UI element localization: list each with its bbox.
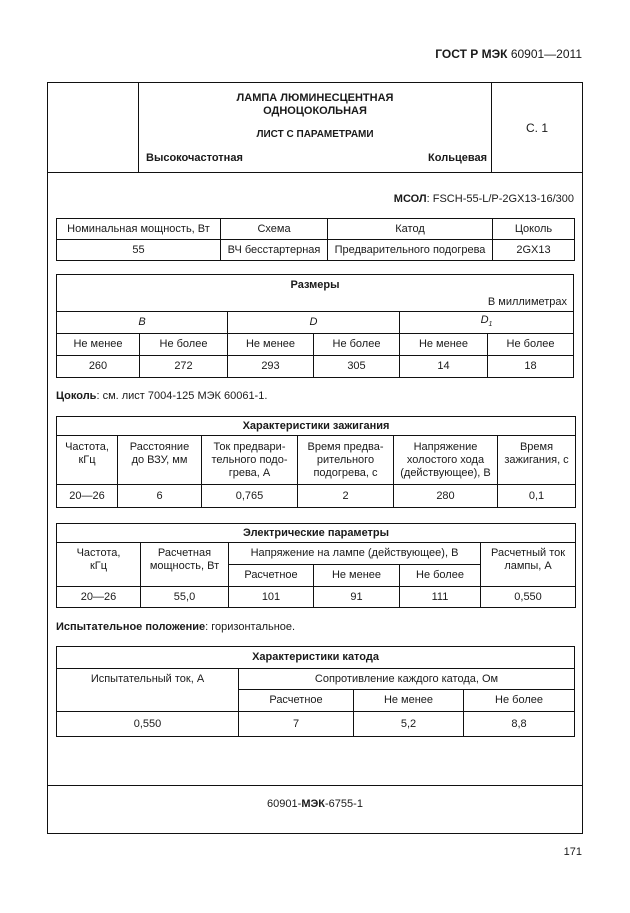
header-text: Ток предвари- (213, 441, 286, 453)
header-text: Напряжение (413, 441, 478, 453)
dimensions-units: В миллиметрах (487, 296, 568, 308)
value-preheat-current: 0,765 (202, 485, 298, 508)
header-nominal-power: Номинальная мощность, Вт (57, 219, 221, 240)
group-b: B (57, 312, 228, 334)
value-rated-power: 55,0 (141, 587, 229, 608)
header-open-circuit-voltage (394, 436, 498, 485)
dimensions-title: Размеры (290, 279, 340, 291)
d1-max-value: 18 (488, 356, 574, 378)
value-frequency: 20—26 (57, 587, 141, 608)
group-d1: $D_1$ (400, 312, 574, 334)
page-reference: С. 1 (525, 121, 548, 135)
sheet-title (139, 92, 491, 118)
dimensions-table (56, 274, 574, 378)
standard-number: 60901—2011 (510, 47, 582, 61)
cap-note-label: Цоколь (56, 390, 97, 402)
d-min-header: Не менее (228, 334, 314, 356)
d-min-value: 293 (228, 356, 314, 378)
footer-divider (47, 785, 583, 786)
value-lamp-current: 0,550 (481, 587, 576, 608)
value-resistance-max: 8,8 (464, 712, 575, 737)
table-row (57, 356, 574, 378)
d-max-value: 305 (314, 356, 400, 378)
header-text: кГц (89, 560, 108, 572)
resistance-min-header: Не менее (354, 690, 464, 712)
header-distance (118, 436, 202, 485)
standard-prefix: ГОСТ Р МЭК (435, 47, 508, 61)
header-text: зажигания, с (504, 454, 569, 466)
msol-label: МСОЛ (393, 193, 427, 205)
electrical-title-row (57, 524, 576, 543)
header-resistance: Сопротивление каждого катода, Ом (239, 669, 575, 690)
value-distance: 6 (118, 485, 202, 508)
b-min-value: 260 (57, 356, 140, 378)
value-test-current: 0,550 (57, 712, 239, 737)
value-voltage-rated: 101 (229, 587, 314, 608)
sheet-title-line1: ЛАМПА ЛЮМИНЕСЦЕНТНАЯ (236, 92, 394, 104)
standard-designation (435, 47, 582, 61)
voltage-max-header: Не более (400, 565, 481, 587)
group-d: D (228, 312, 400, 334)
header-text: лампы, А (504, 560, 552, 572)
d1-min-header: Не менее (400, 334, 488, 356)
table-row (57, 485, 576, 508)
electrical-title: Электрические параметры (57, 524, 576, 543)
header-text: Время (519, 441, 554, 453)
header-text: Расстояние (129, 441, 190, 453)
voltage-rated-header: Расчетное (229, 565, 314, 587)
cap-note (56, 390, 267, 402)
general-table (56, 218, 575, 261)
value-voltage-max: 111 (400, 587, 481, 608)
ignition-table (56, 416, 576, 508)
b-max-value: 272 (140, 356, 228, 378)
value-ignition-time: 0,1 (498, 485, 576, 508)
ignition-title: Характеристики зажигания (57, 417, 576, 436)
table-row (57, 587, 576, 608)
b-max-header: Не более (140, 334, 228, 356)
value-cathode: Предварительного подогрева (328, 240, 493, 261)
header-text: Расчетная (157, 547, 212, 559)
resistance-max-header: Не более (464, 690, 575, 712)
header-test-current: Испытательный ток, А (57, 669, 239, 712)
value-frequency: 20—26 (57, 485, 118, 508)
general-header-row (57, 219, 575, 240)
sheet-title-line2: ОДНОЦОКОЛЬНАЯ (263, 105, 367, 117)
electrical-header-row (57, 543, 576, 565)
dimensions-subheader-row (57, 334, 574, 356)
b-min-header: Не менее (57, 334, 140, 356)
voltage-min-header: Не менее (314, 565, 400, 587)
header-text: тельного подо- (211, 454, 288, 466)
electrical-table (56, 523, 576, 608)
sheet-subtitle: ЛИСТ С ПАРАМЕТРАМИ (256, 129, 374, 140)
dimensions-title-row (57, 275, 574, 312)
header-lamp-voltage: Напряжение на лампе (действующее), В (229, 543, 481, 565)
page-number: 171 (563, 846, 582, 858)
cathode-title-row (57, 647, 575, 669)
lamp-type-left: Высокочастотная (146, 152, 243, 164)
lamp-type-right: Кольцевая (428, 152, 487, 164)
header-preheat-time (298, 436, 394, 485)
test-position (56, 621, 295, 633)
cathode-title: Характеристики катода (57, 647, 575, 669)
ignition-title-row (57, 417, 576, 436)
header-text: мощность, Вт (149, 560, 220, 572)
value-nominal-power: 55 (57, 240, 221, 261)
sheet-code-suffix: -6755-1 (325, 798, 363, 810)
value-cap: 2GX13 (493, 240, 575, 261)
header-frequency (57, 543, 141, 587)
header-text: (действующее), В (400, 467, 491, 479)
value-preheat-time: 2 (298, 485, 394, 508)
header-bottom-divider (47, 172, 583, 173)
header-text: Частота, (65, 441, 109, 453)
dimensions-title-cell (57, 275, 574, 312)
resistance-rated-header: Расчетное (239, 690, 354, 712)
d1-max-header: Не более (488, 334, 574, 356)
header-lamp-current (481, 543, 576, 587)
header-frequency (57, 436, 118, 485)
cathode-header-row (57, 669, 575, 690)
header-text: подогрева, с (313, 467, 378, 479)
table-row (57, 712, 575, 737)
header-cathode: Катод (328, 219, 493, 240)
header-circuit: Схема (221, 219, 328, 240)
msol-designation (394, 193, 574, 205)
d-max-header: Не более (314, 334, 400, 356)
sheet-code-bold: МЭК (301, 798, 326, 810)
table-row (57, 240, 575, 261)
header-text: холостого хода (406, 454, 485, 466)
header-text: кГц (78, 454, 96, 466)
header-cap: Цоколь (493, 219, 575, 240)
header-ignition-time (498, 436, 576, 485)
value-voltage-min: 91 (314, 587, 400, 608)
header-text: до ВЗУ, мм (131, 454, 188, 466)
test-position-label: Испытательное положение (56, 621, 206, 633)
header-text: Частота, (76, 547, 121, 559)
value-open-circuit-voltage: 280 (394, 485, 498, 508)
group-d1-subscript: 1 (488, 321, 493, 329)
header-preheat-current (202, 436, 298, 485)
ignition-header-row (57, 436, 576, 485)
dimensions-group-row (57, 312, 574, 334)
cap-note-text: : см. лист 7004-125 МЭК 60061-1. (96, 390, 268, 402)
sheet-code-prefix: 60901- (267, 798, 302, 810)
test-position-text: : горизонтальное. (205, 621, 296, 633)
cathode-table (56, 646, 575, 737)
header-text: Расчетный ток (491, 547, 566, 559)
header-text: грева, А (228, 467, 271, 479)
header-rated-power (141, 543, 229, 587)
value-circuit: ВЧ бесстартерная (221, 240, 328, 261)
value-resistance-min: 5,2 (354, 712, 464, 737)
value-resistance-rated: 7 (239, 712, 354, 737)
d1-min-value: 14 (400, 356, 488, 378)
header-text: Время предва- (307, 441, 384, 453)
header-text: рительного (316, 454, 375, 466)
sheet-code (47, 798, 583, 810)
msol-value: : FSCH-55-L/P-2GX13-16/300 (426, 193, 574, 205)
